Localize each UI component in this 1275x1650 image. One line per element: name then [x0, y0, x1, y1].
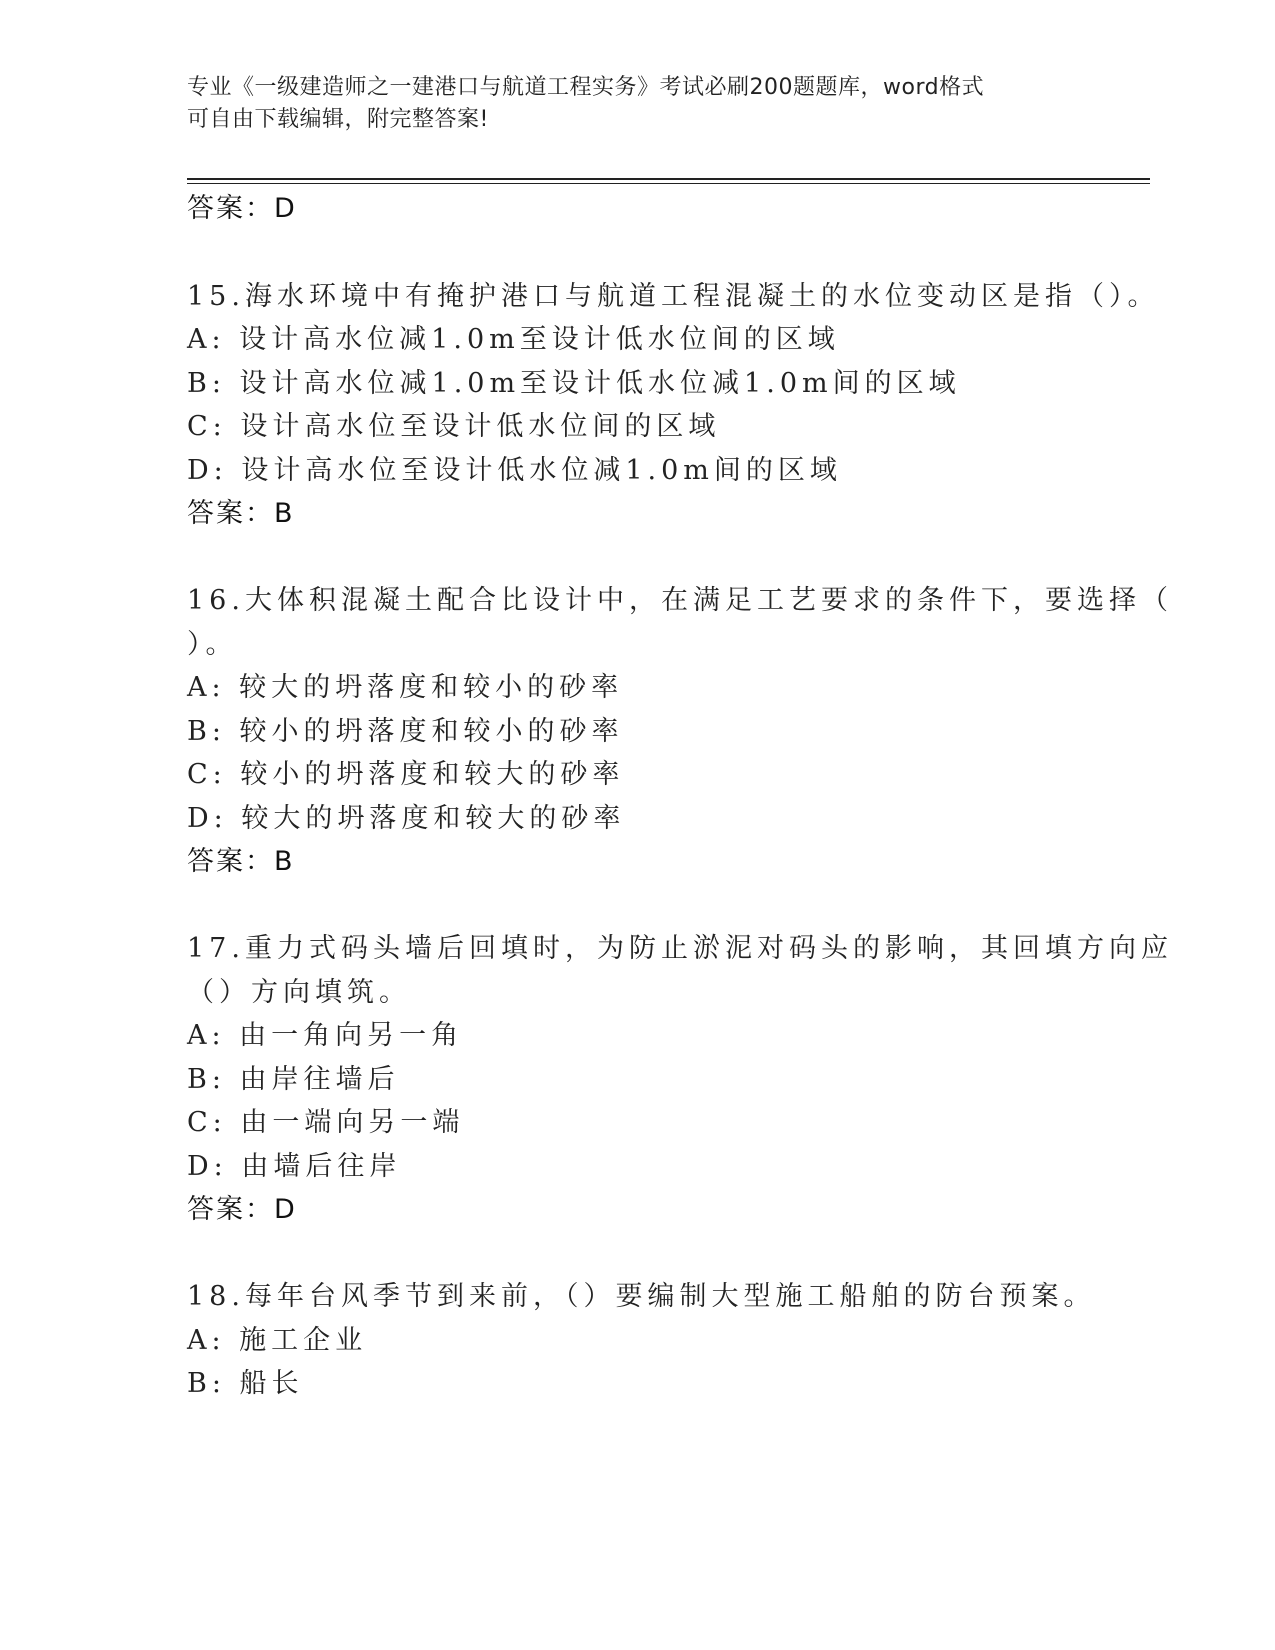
document-header [187, 72, 1087, 136]
header-divider-thin [187, 183, 1150, 184]
question-17-option-a: A: 由一角向另一角 [187, 1020, 464, 1051]
header-line-1: 专业《一级建造师之一建港口与航道工程实务》考试必刷200题题库，word格式 [187, 75, 985, 100]
question-17-option-d: D: 由墙后往岸 [187, 1151, 402, 1182]
question-16-stem: 16.大体积混凝土配合比设计中，在满足工艺要求的条件下，要选择（ [187, 585, 1173, 616]
question-16-answer: 答案：B [187, 846, 295, 877]
question-15-stem: 15.海水环境中有掩护港口与航道工程混凝土的水位变动区是指（）。 [187, 281, 1160, 312]
question-16-stem-cont: ）。 [187, 629, 238, 660]
question-16-option-a: A: 较大的坍落度和较小的砂率 [187, 672, 624, 703]
question-15-option-d: D: 设计高水位至设计低水位减1.0m间的区域 [187, 455, 842, 486]
question-18-stem: 18.每年台风季节到来前，（）要编制大型施工船舶的防台预案。 [187, 1281, 1096, 1312]
question-16-option-b: B: 较小的坍落度和较小的砂率 [187, 716, 624, 747]
question-15-option-a: A: 设计高水位减1.0m至设计低水位间的区域 [187, 324, 840, 355]
question-17-option-b: B: 由岸往墙后 [187, 1064, 400, 1095]
question-17-stem-cont: （）方向填筑。 [187, 977, 411, 1008]
question-18-option-b: B: 船长 [187, 1368, 304, 1399]
question-15-answer: 答案：B [187, 498, 295, 529]
question-16-option-d: D: 较大的坍落度和较大的砂率 [187, 803, 626, 834]
header-line-2: 可自由下载编辑，附完整答案! [187, 107, 489, 132]
question-17-answer: 答案：D [187, 1194, 297, 1225]
question-15-option-b: B: 设计高水位减1.0m至设计低水位减1.0m间的区域 [187, 368, 961, 399]
question-18-option-a: A: 施工企业 [187, 1325, 368, 1356]
question-16-option-c: C: 较小的坍落度和较大的砂率 [187, 759, 625, 790]
question-17-option-c: C: 由一端向另一端 [187, 1107, 465, 1138]
previous-answer: 答案：D [187, 193, 297, 224]
header-divider [187, 178, 1150, 180]
question-15-option-c: C: 设计高水位至设计低水位间的区域 [187, 411, 721, 442]
question-17-stem: 17.重力式码头墙后回填时，为防止淤泥对码头的影响，其回填方向应 [187, 933, 1173, 964]
